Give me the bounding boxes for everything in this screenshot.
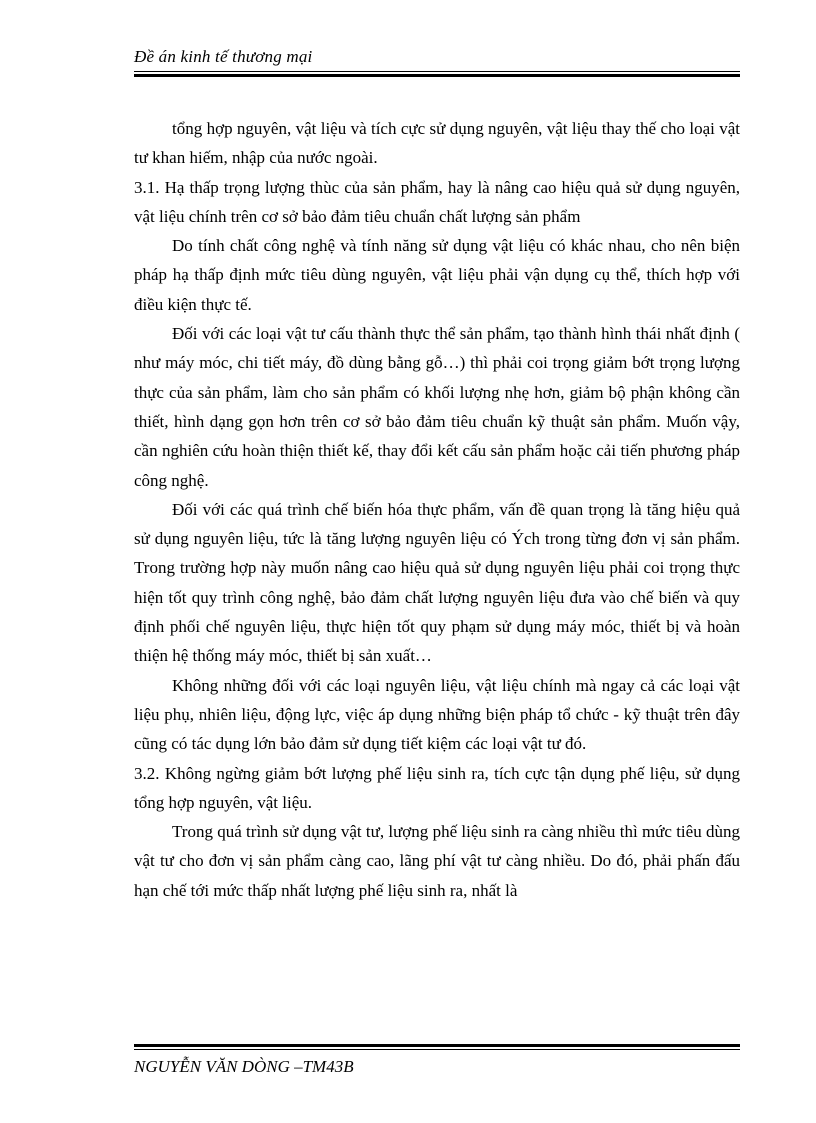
document-body: [134, 114, 740, 905]
footer-divider-thick: [134, 1044, 740, 1047]
paragraph: Đối với các quá trình chế biến hóa thực phẩm, vấn đề quan trọng là tăng hiệu quả sử dụng nguyên liệu, tức là tăng lượng nguyên liệu có Ých trong từng đơn vị sản phẩm. Trong trường hợp này muốn nâng cao hiệu quả sử dụng nguyên liệu phải coi trọng thực hiện tốt quy trình công nghệ, bảo đảm chất lượng nguyên liệu đưa vào chế biến và quy định phối chế nguyên liệu, thực hiện tốt quy phạm sử dụng máy móc, thiết bị và hoàn thiện hệ thống máy móc, thiết bị sản xuất…: [134, 499, 740, 666]
footer-author: NGUYỄN VĂN DÒNG –TM43B: [134, 1057, 354, 1076]
paragraph: Không những đối với các loại nguyên liệu, vật liệu chính mà ngay cả các loại vật liệu phụ, nhiên liệu, động lực, việc áp dụng những biện pháp tổ chức - kỹ thuật trên đây cũng có tác dụng lớn bảo đảm sử dụng tiết kiệm các loại vật tư đó.: [134, 675, 740, 754]
header-divider-thin: [134, 71, 740, 72]
paragraph: Trong quá trình sử dụng vật tư, lượng phế liệu sinh ra càng nhiều thì mức tiêu dùng vật tư cho đơn vị sản phẩm càng cao, lãng phí vật tư càng nhiều. Do đó, phải phấn đấu hạn chế tới mức thấp nhất lượng phế liệu sinh ra, nhất là: [134, 822, 740, 900]
section-heading-3-1: 3.1. Hạ thấp trọng lượng thùc của sản phẩm, hay là nâng cao hiệu quả sử dụng nguyên, vật liệu chính trên cơ sở bảo đảm tiêu chuẩn chất lượng sản phẩm: [134, 177, 740, 226]
section-heading-3-2: 3.2. Không ngừng giảm bớt lượng phế liệu sinh ra, tích cực tận dụng phế liệu, sử dụng tổng hợp nguyên, vật liệu.: [134, 763, 740, 812]
paragraph: Đối với các loại vật tư cấu thành thực thể sản phẩm, tạo thành hình thái nhất định ( như máy móc, chi tiết máy, đồ dùng bằng gỗ…) thì phải coi trọng giảm bớt trọng lượng thực của sản phẩm, làm cho sản phẩm có khối lượng nhẹ hơn, giảm bộ phận không cần thiết, hình dạng gọn hơn trên cơ sở bảo đảm tiêu chuẩn kỹ thuật sản phẩm. Muốn vậy, cần nghiên cứu hoàn thiện thiết kế, thay đổi kết cấu sản phẩm hoặc cải tiến phương pháp công nghệ.: [134, 324, 740, 490]
paragraph-continuation: tổng hợp nguyên, vật liệu và tích cực sử dụng nguyên, vật liệu thay thế cho loại vật tư khan hiếm, nhập của nước ngoài.: [134, 119, 740, 168]
header-divider-thick: [134, 74, 740, 77]
header-title: Đề án kinh tế thương mại: [134, 47, 313, 66]
footer-divider-thin: [134, 1049, 740, 1050]
paragraph: Do tính chất công nghệ và tính năng sử dụng vật liệu có khác nhau, cho nên biện pháp hạ thấp định mức tiêu dùng nguyên, vật liệu phải vận dụng cụ thể, thích hợp với điều kiện thực tế.: [134, 236, 740, 314]
